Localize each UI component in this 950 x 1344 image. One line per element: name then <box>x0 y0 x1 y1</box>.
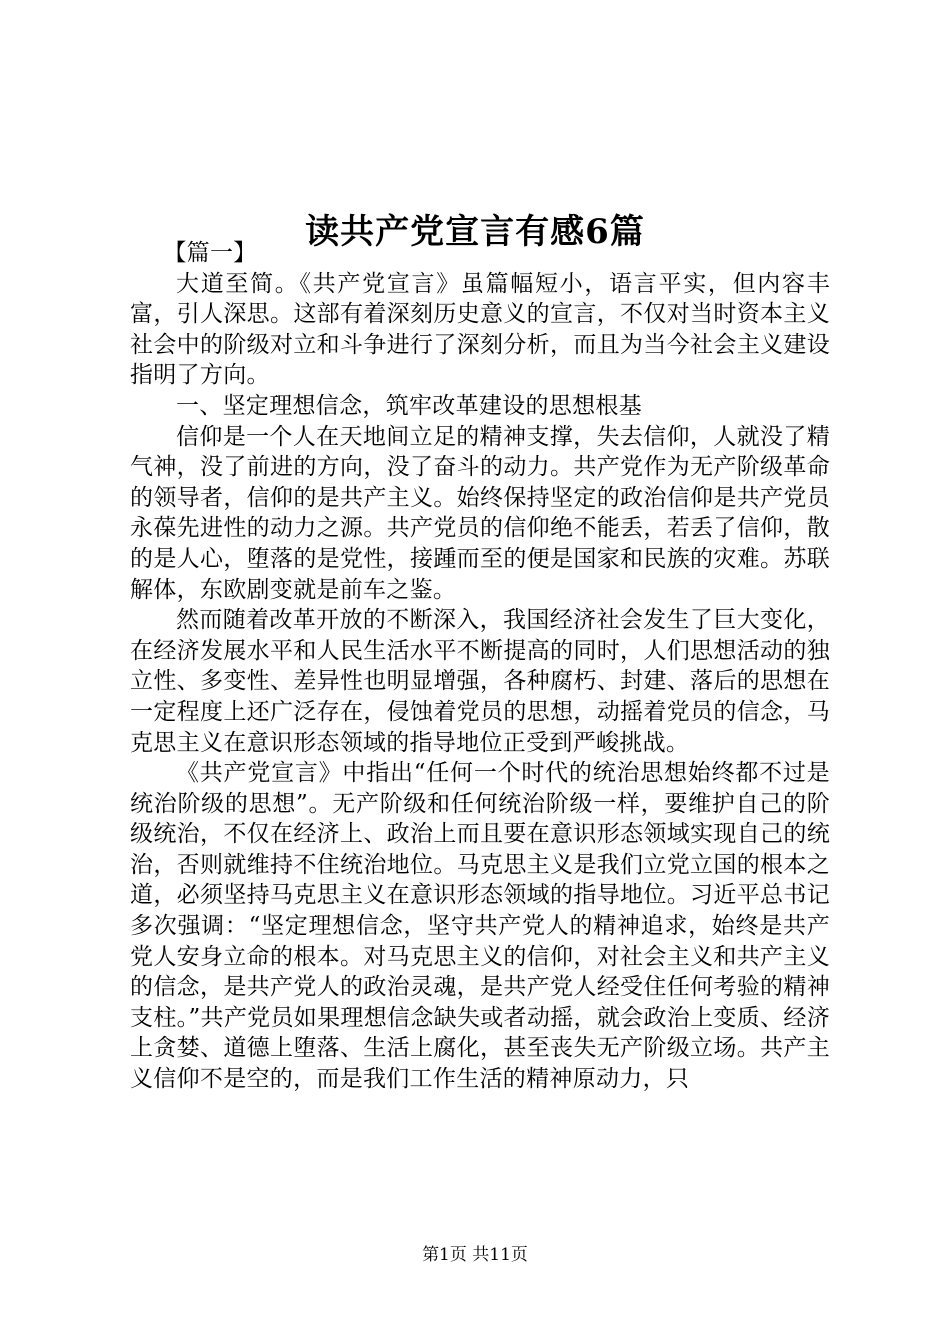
section-label: 【篇一】 <box>163 240 257 266</box>
paragraph-reform: 然而随着改革开放的不断深入，我国经济社会发生了巨大变化，在经济发展水平和人民生活水平不断提高的同时，人们思想活动的独立性、多变性、差异性也明显增强，各种腐朽、封建、落后的思想在一定程度上还广泛存在，侵蚀着党员的思想，动摇着党员的信念，马克思主义在意识形态领域的指导地位正受到严峻挑战。 <box>130 607 830 756</box>
paragraph-intro: 大道至简。《共产党宣言》虽篇幅短小，语言平实，但内容丰富，引人深思。这部有着深刻历史意义的宣言，不仅对当时资本主义社会中的阶级对立和斗争进行了深刻分析，而且为当今社会主义建设指明了方向。 <box>130 270 830 389</box>
page-title: 读共产党宣言有感6篇 <box>305 211 645 252</box>
paragraph-faith: 信仰是一个人在天地间立足的精神支撑，失去信仰，人就没了精气神，没了前进的方向，没了奋斗的动力。共产党作为无产阶级革命的领导者，信仰的是共产主义。始终保持坚定的政治信仰是共产党员永葆先进性的动力之源。共产党员的信仰绝不能丢，若丢了信仰，散的是人心，堕落的是党性，接踵而至的便是国家和民族的灾难。苏联解体，东欧剧变就是前车之鉴。 <box>130 423 830 603</box>
section-heading: 一、坚定理想信念，筑牢改革建设的思想根基 <box>176 392 642 419</box>
page-number-footer: 第1页 共11页 <box>422 1245 528 1265</box>
document-body <box>130 238 830 1095</box>
paragraph-manifesto-quote: 《共产党宣言》中指出“任何一个时代的统治思想始终都不过是统治阶级的思想”。无产阶级和任何统治阶级一样，要维护自己的阶级统治，不仅在经济上、政治上而且要在意识形态领域实现自己的统治，否则就维持不住统治地位。马克思主义是我们立党立国的根本之道，必须坚持马克思主义在意识形态领域的指导地位。习近平总书记多次强调：“坚定理想信念，坚守共产党人的精神追求，始终是共产党人安身立命的根本。对马克思主义的信仰，对社会主义和共产主义的信念，是共产党人的政治灵魂，是共产党人经受住任何考验的精神支柱。”共产党员如果理想信念缺失或者动摇，就会政治上变质、经济上贪婪、道德上堕落、生活上腐化，甚至丧失无产阶级立场。共产主义信仰不是空的，而是我们工作生活的精神原动力，只 <box>130 760 830 1093</box>
